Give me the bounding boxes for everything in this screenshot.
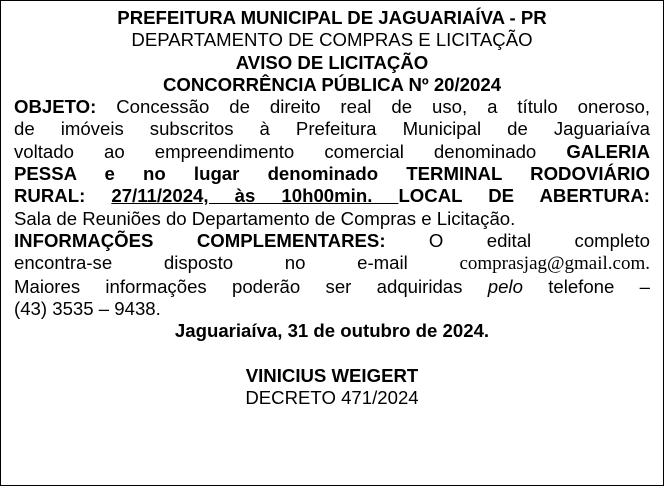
objeto-text-3: voltado ao empreendimento comercial denominado <box>14 140 567 162</box>
place-date: Jaguariaíva, 31 de outubro de 2024. <box>174 320 490 342</box>
phone-number: (43) 3535 – 9438. <box>14 297 161 319</box>
local-label: LOCAL DE ABERTURA: <box>398 185 650 207</box>
rural-label: RURAL: <box>14 185 112 207</box>
objeto-paragraph <box>14 96 650 118</box>
header-tender-number: CONCORRÊNCIA PÚBLICA Nº 20/2024 <box>162 73 502 95</box>
objeto-text: Concessão de direito real de uso, a título oneroso, <box>96 96 650 118</box>
email-address: comprasjag@gmail.com. <box>459 253 650 275</box>
info-text-1: O edital completo <box>385 229 650 251</box>
blank-line <box>14 342 650 364</box>
info-line-2 <box>14 252 650 275</box>
objeto-line-4: PESSA e no lugar denominado TERMINAL RODOVIÁRIO <box>14 163 650 185</box>
opening-date-time: 27/11/2024, às 10h00min. <box>111 185 399 207</box>
header-department: DEPARTAMENTO DE COMPRAS E LICITAÇÃO <box>131 29 533 51</box>
info-text-2: encontra-se disposto no e-mail <box>14 252 460 274</box>
objeto-label: OBJETO: <box>14 96 97 118</box>
objeto-line-3 <box>14 141 650 163</box>
galeria-label: GALERIA <box>566 140 650 162</box>
header-municipality: PREFEITURA MUNICIPAL DE JAGUARIAÍVA - PR <box>117 7 547 28</box>
objeto-line-2: de imóveis subscritos à Prefeitura Municipal de Jaguariaíva <box>14 118 650 140</box>
info-line-3 <box>14 276 650 298</box>
header-notice-title: AVISO DE LICITAÇÃO <box>235 51 429 73</box>
info-label: INFORMAÇÕES COMPLEMENTARES: <box>14 229 386 251</box>
local-text: Sala de Reuniões do Departamento de Compras e Licitação. <box>14 207 516 229</box>
signer-decree: DECRETO 471/2024 <box>245 387 419 409</box>
info-pelo: pelo <box>487 275 523 297</box>
objeto-line-5 <box>14 185 650 207</box>
info-text-3a: Maiores informações poderão ser adquiridas <box>14 275 488 297</box>
info-text-3b: telefone – <box>522 275 651 297</box>
signer-name: VINICIUS WEIGERT <box>245 364 419 386</box>
info-line-1 <box>14 230 650 252</box>
